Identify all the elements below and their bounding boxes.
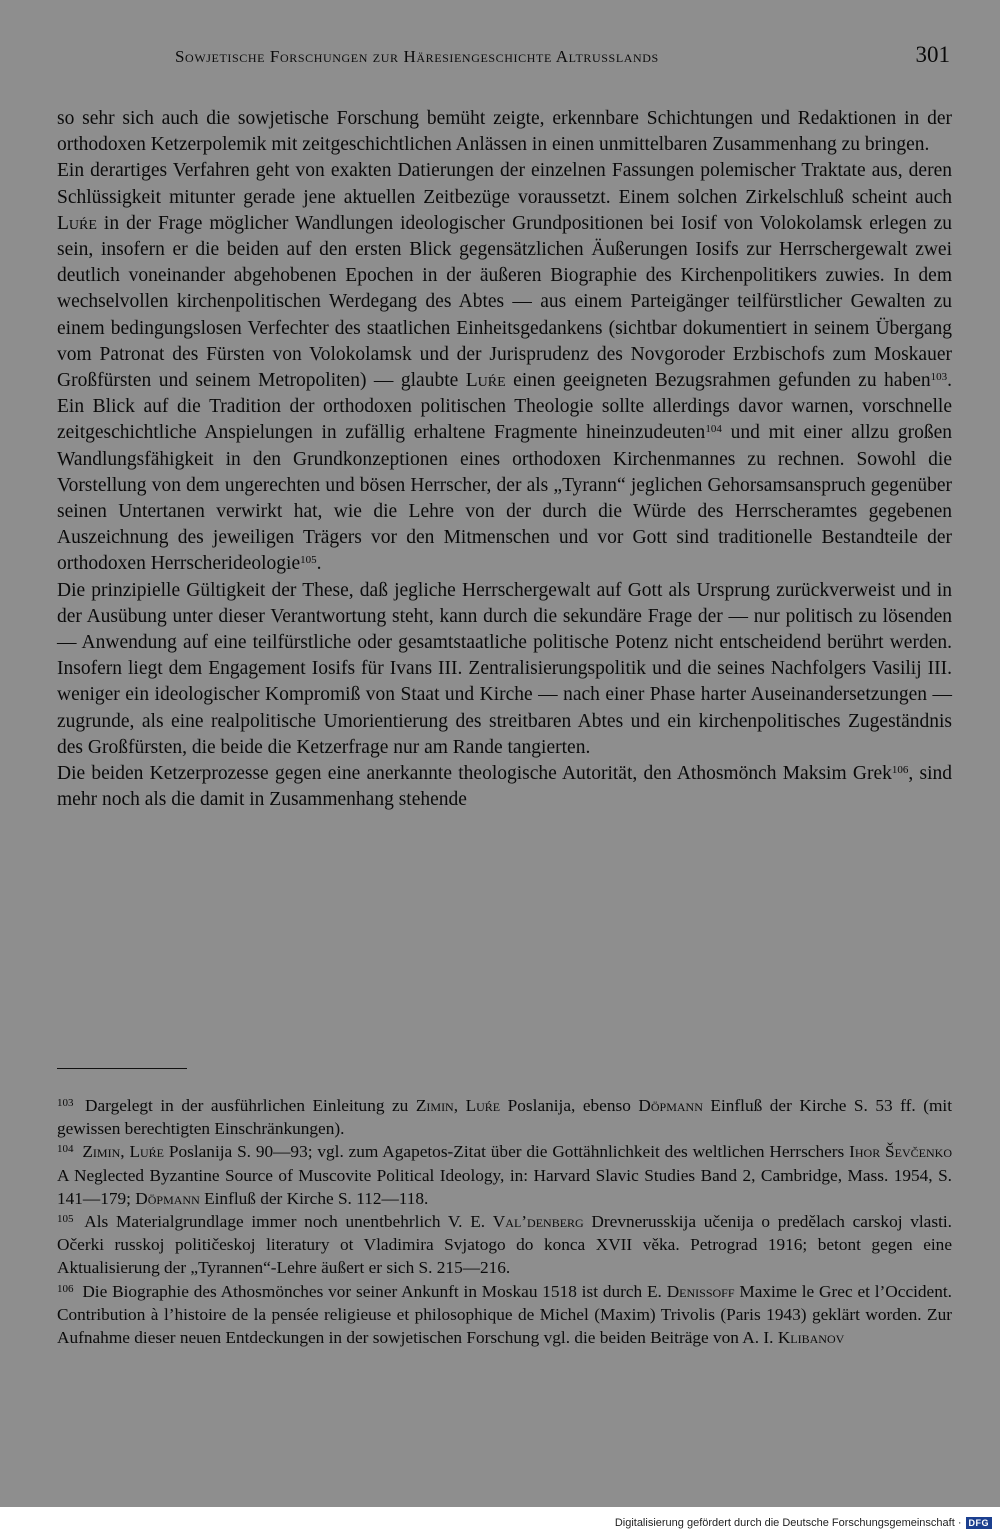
digitization-credit: [615, 1517, 992, 1529]
paragraph-2: Ein derartiges Verfahren geht von exakten Datierungen der einzelnen Fassungen polemischer Traktate aus, deren Schlüssigkeit mitunter gerade jene aktuellen Zeitbezüge voraussetzt. Einem solchen Zirkelschluß scheint auch Luŕe in der Frage möglicher Wandlungen ideologischer Grundpositionen bei Iosif von Volokolamsk erlegen zu sein, insofern er die beiden auf den ersten Blick gegensätzlichen Äußerungen Iosifs zur Herrschergewalt zwei deutlich voneinander abgehobenen Epochen in der äußeren Biographie des Kirchenpolitikers zuwies. In dem wechselvollen kirchenpolitischen Werdegang des Abtes — aus einem Parteigänger teilfürstlicher Gewalten zu einem bedingungslosen Verfechter des staatlichen Einheitsgedankens (sichtbar dokumentiert in seinem Übergang vom Patronat des Fürsten von Volokolamsk und der Jurisprudenz des Novgoroder Erzbischofs zum Moskauer Großfürsten und seinem Metropoliten) — glaubte Luŕe einen geeigneten Bezugsrahmen gefunden zu haben$^{103}$. Ein Blick auf die Tradition der orthodoxen politischen Theologie sollte allerdings davor warnen, vorschnelle zeitgeschichtliche Anspielungen in zufällig erhaltene Fragmente hineinzudeuten$^{104}$ und mit einer allzu großen Wandlungsfähigkeit in den Grundkonzeptionen eines orthodoxen Kirchenmannes zu rechnen. Sowohl die Vorstellung von dem ungerechten und bösen Herrscher, der als „Tyrann“ jeglichen Gehorsamsanspruch gegenüber seinen Untertanen verwirkt hat, wie die Lehre von der durch die Würde des Herrscheramtes gegebenen Auszeichnung des jeweiligen Trägers vor den Mitmenschen und vor Gott sind traditionelle Bestandteile der orthodoxen Herrscherideologie$^{105}$.: [57, 160, 952, 575]
paragraph-1: so sehr sich auch die sowjetische Forschung bemüht zeigte, erkennbare Schichtungen und Redaktionen in der orthodoxen Ketzerpolemik mit zeitgeschichtlichen Anlässen in einen unmittelbaren Zusammenhang zu bringen.: [57, 108, 952, 156]
running-title: Sowjetische Forschungen zur Häresiengeschichte Altrusslands: [175, 47, 659, 66]
footnote-104: $^{104}$ Zimin, Luŕe Poslanija S. 90—93; vgl. zum Agapetos-Zitat über die Gottähnlichkeit des weltlichen Herrschers Ihor Ševčenko A Neglected Byzantine Source of Muscovite Political Ideology, in: Harvard Slavic Studies Band 2, Cambridge, Mass. 1954, S. 141—179; Döpmann Einfluß der Kirche S. 112—118.: [57, 1142, 952, 1208]
footnote-103: $^{103}$ Dargelegt in der ausführlichen Einleitung zu Zimin, Luŕe Poslanija, ebenso Döpmann Einfluß der Kirche S. 53 ff. (mit gewissen berechtigten Einschränkungen).: [57, 1096, 952, 1139]
footnote-ref-105: 105: [300, 554, 317, 567]
page-number: 301: [915, 42, 950, 67]
footnote-ref-103: 103: [930, 371, 948, 384]
footnote-106: $^{106}$ Die Biographie des Athosmönches vor seiner Ankunft in Moskau 1518 ist durch E. Denissoff Maxime le Grec et l’Occident. Contribution à l’histoire de la pensée religieuse et philosophique de Michel (Maxim) Trivolis (Paris 1943) geklärt worden. Zur Aufnahme dieser neuen Entdeckungen in der sowjetischen Forschung vgl. die beiden Beiträge von A. I. Klibanov: [57, 1281, 952, 1348]
author-name: Luŕe: [57, 212, 97, 234]
body-text: [57, 106, 952, 813]
footnote-ref-106: 106: [891, 764, 909, 777]
credit-text: Digitalisierung gefördert durch die Deutsche Forschungsgemeinschaft ·: [614, 1517, 962, 1529]
paragraph-4: Die beiden Ketzerprozesse gegen eine anerkannte theologische Autorität, den Athosmönch Maksim Grek$^{106}$, sind mehr noch als die damit in Zusammenhang stehende: [57, 763, 952, 811]
footnote-105: $^{105}$ Als Materialgrundlage immer noch unentbehrlich V. E. Val’denberg Drevnerusskija učenija o predělach carskoj vlasti. Očerki russkoj političeskoj literatury ot Vladimira Svjatogo do konca XVII věka. Petrograd 1916; betont gegen eine Aktualisierung der „Tyrannen“-Lehre äußert er sich S. 215—216.: [57, 1212, 952, 1278]
dfg-logo-icon: DFG: [966, 1517, 993, 1529]
author-name: Luŕe: [465, 370, 506, 392]
footnotes: [57, 1094, 952, 1349]
paragraph-3: Die prinzipielle Gültigkeit der These, daß jegliche Herrschergewalt auf Gott als Ursprung zurückverweist und in der Ausübung unter dieser Verantwortung steht, kann durch die sekundäre Frage der — nur politisch zu lösenden — Anwendung auf eine teilfürstliche oder gesamtstaatliche politische Potenz nicht entscheidend berührt werden. Insofern liegt dem Engagement Iosifs für Ivans III. Zentralisierungspolitik und die seines Nachfolgers Vasilij III. weniger ein ideologischer Kompromiß von Staat und Kirche — nach einer Phase harter Auseinandersetzungen — zugrunde, als eine realpolitische Umorientierung des streitbaren Abtes und ein kirchenpolitisches Zugeständnis des Großfürsten, die beide die Ketzerfrage nur am Rande tangierten.: [57, 579, 952, 758]
running-header: [175, 42, 950, 72]
footnote-separator: [57, 1068, 187, 1069]
footnote-ref-104: 104: [705, 423, 722, 436]
